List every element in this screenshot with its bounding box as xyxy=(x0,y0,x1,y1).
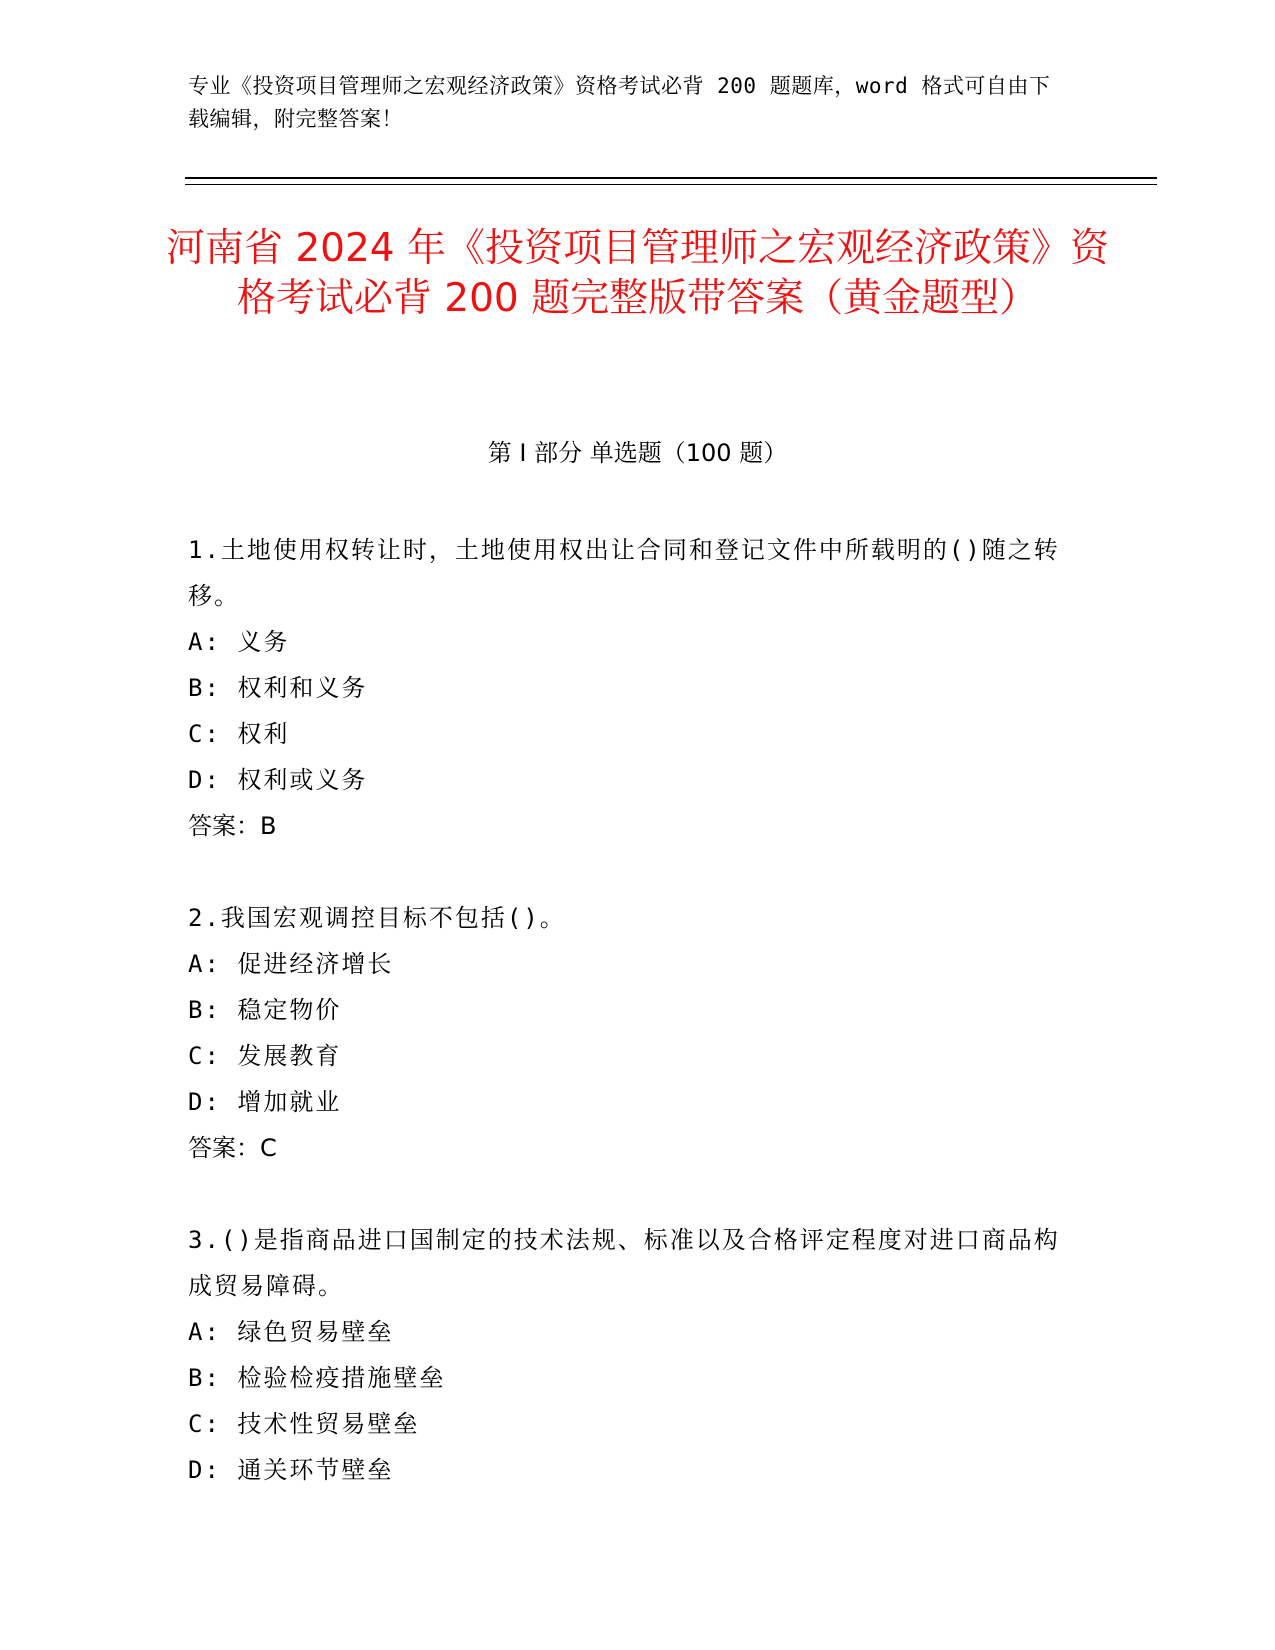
option-c: C: 发展教育 xyxy=(188,1042,342,1070)
option-b: B: 稳定物价 xyxy=(188,996,342,1024)
question-stem: 3.()是指商品进口国制定的技术法规、标准以及合格评定程度对进口商品构成贸易障碍。 xyxy=(188,1226,1060,1300)
option-c: C: 技术性贸易壁垒 xyxy=(188,1410,420,1438)
option-a: A: 促进经济增长 xyxy=(188,950,394,978)
question-1 xyxy=(188,527,1078,849)
header-divider-thick xyxy=(185,177,1157,179)
question-3 xyxy=(188,1217,1078,1493)
option-b: B: 检验检疫措施壁垒 xyxy=(188,1364,446,1392)
option-d: D: 权利或义务 xyxy=(188,766,368,794)
option-a: A: 义务 xyxy=(188,628,290,656)
option-a: A: 绿色贸易壁垒 xyxy=(188,1318,394,1346)
question-2 xyxy=(188,895,1078,1171)
header-divider-thin xyxy=(185,184,1157,185)
option-d: D: 增加就业 xyxy=(188,1088,342,1116)
option-b: B: 权利和义务 xyxy=(188,674,368,702)
option-d: D: 通关环节壁垒 xyxy=(188,1456,394,1484)
header-note: 专业《投资项目管理师之宏观经济政策》资格考试必背 200 题题库，word 格式可自由下载编辑，附完整答案！ xyxy=(188,74,1051,131)
question-stem: 2.我国宏观调控目标不包括()。 xyxy=(188,904,566,932)
option-c: C: 权利 xyxy=(188,720,290,748)
answer: 答案：B xyxy=(188,812,277,840)
question-stem: 1.土地使用权转让时，土地使用权出让合同和登记文件中所载明的()随之转移。 xyxy=(188,536,1060,610)
document-title: 河南省 2024 年《投资项目管理师之宏观经济政策》资格考试必背 200 题完整版带答案（黄金题型） xyxy=(165,226,1110,321)
question-list xyxy=(188,527,1078,1539)
answer: 答案：C xyxy=(188,1134,277,1162)
section-heading: 第 I 部分 单选题（100 题） xyxy=(487,439,788,467)
